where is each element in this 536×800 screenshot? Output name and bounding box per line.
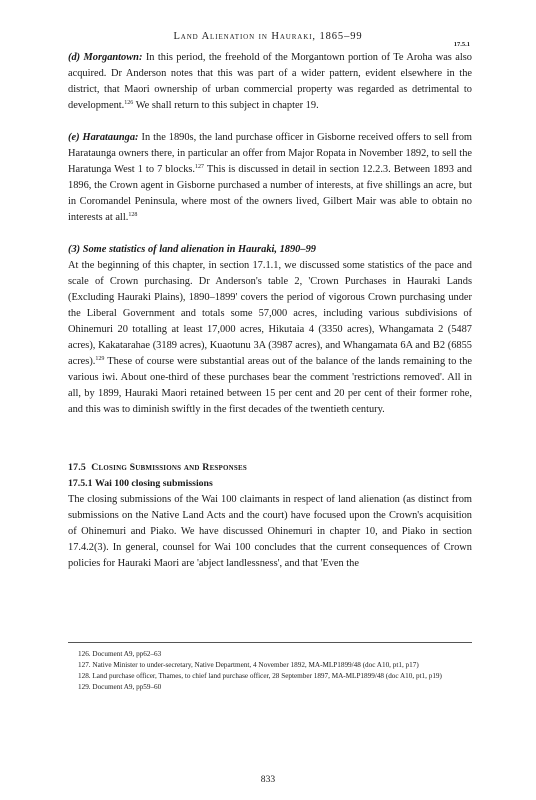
- subsection-heading: [68, 476, 472, 492]
- running-head: Land Alienation in Hauraki, 1865–99: [173, 31, 363, 42]
- footnote: 128. Land purchase officer, Thames, to chief land purchase officer, 28 September 1897, MA-MLP1899/48 (doc A10, pt1, p19): [78, 672, 442, 680]
- paragraph-closing-submissions: The closing submissions of the Wai 100 claimants in respect of land alienation (as distinct from submissions on the Native Land Acts and the court) have focused upon the Crown's acquisition of Ohinemuri and Piako. We have discussed Ohinemuri in chapter 10, and Piako in section 17.4.2(3). In general, counsel for Wai 100 concludes that the current consequences of Crown policies for Hauraki Maori are 'abject landlessness', and that 'Even the: [68, 494, 472, 569]
- section-number: 17.5: [68, 462, 86, 473]
- run-in-heading-morgantown: (d) Morgantown:: [68, 52, 143, 63]
- spacer: [68, 226, 472, 242]
- run-in-heading-harataunga: (e) Harataunga:: [68, 132, 139, 143]
- subsection-title: Wai 100 closing submissions: [94, 478, 213, 489]
- subsection-heading-statistics: (3) Some statistics of land alienation in Hauraki, 1890–99: [68, 244, 316, 255]
- footnote: 129. Document A9, pp59–60: [78, 683, 162, 691]
- footnote-ref: 126: [124, 100, 134, 106]
- footnote-ref: 129: [95, 356, 105, 362]
- section-reference: 17.5.1: [453, 41, 470, 48]
- main-text: [68, 50, 472, 572]
- subsection-number: 17.5.1: [68, 478, 93, 489]
- paragraph-statistics: [68, 258, 472, 418]
- footnote: 126. Document A9, pp62–63: [78, 650, 162, 658]
- section-heading: [68, 460, 472, 476]
- footnote: 127. Native Minister to under-secretary, Native Department, 4 November 1892, MA-MLP1899/48 (doc A10, pt1, p17): [78, 661, 419, 669]
- paragraph-text: In this period, the freehold of the Morgantown portion of Te Aroha was also acquired. Dr Anderson notes that this was part of a wider pattern, evident elsewhere in the district, that Maori ownership of urban commercial property was regarded as detrimental to development.: [68, 52, 472, 111]
- paragraph-text: At the beginning of this chapter, in section 17.1.1, we discussed some statistics of the pace and scale of Crown purchasing. Dr Anderson's table 2, 'Crown Purchases in Hauraki Lands (Excluding Hauraki Plains), 1890–1899' covers the period of vigorous Crown purchasing under the Liberal Government and totals some 57,000 acres, including various subdivisions of Ohinemuri 20 totalling at least 17,000 acres, Hikutaia 4 (3350 acres), Whangamata 2 (5487 acres), Kakatarahae (3189 acres), Kuaotunu 3A (3987 acres), and Whangamata 6A and B2 (6855 acres).: [68, 260, 472, 367]
- paragraph-harataunga: [68, 130, 472, 226]
- paragraph-text: In the 1890s, the land purchase officer in Gisborne received offers to sell from Harataunga owners there, in particular an offer from Major Ropata in November 1892, to sell the Haratunga West 1 to 7 blocks.: [68, 132, 472, 175]
- footnote-ref: 128: [128, 212, 138, 218]
- spacer: [68, 418, 472, 460]
- spacer: [68, 114, 472, 130]
- paragraph-text: This is discussed in detail in section 12.2.3. Between 1893 and 1896, the Crown agent in Gisborne purchased a number of interests, at five shillings an acre, but in Coromandel Peninsula, where most of the owners lived, Gilbert Mair was able to obtain no interests at all.: [68, 164, 472, 223]
- footnote-ref: 127: [195, 164, 205, 170]
- footnotes: [68, 642, 472, 693]
- paragraph-text: These of course were substantial areas out of the balance of the lands remaining to the various iwi. About one-third of these purchases bear the comment 'restrictions removed'. All in all, by 1899, Hauraki Maori retained between 15 per cent and 20 per cent of their former rohe, and this was to diminish swiftly in the first decades of the twentieth century.: [68, 356, 472, 415]
- paragraph-morgantown: [68, 50, 472, 114]
- page-number: 833: [260, 774, 276, 785]
- paragraph-text: We shall return to this subject in chapter 19.: [133, 100, 319, 111]
- section-title: Closing Submissions and Responses: [91, 462, 247, 473]
